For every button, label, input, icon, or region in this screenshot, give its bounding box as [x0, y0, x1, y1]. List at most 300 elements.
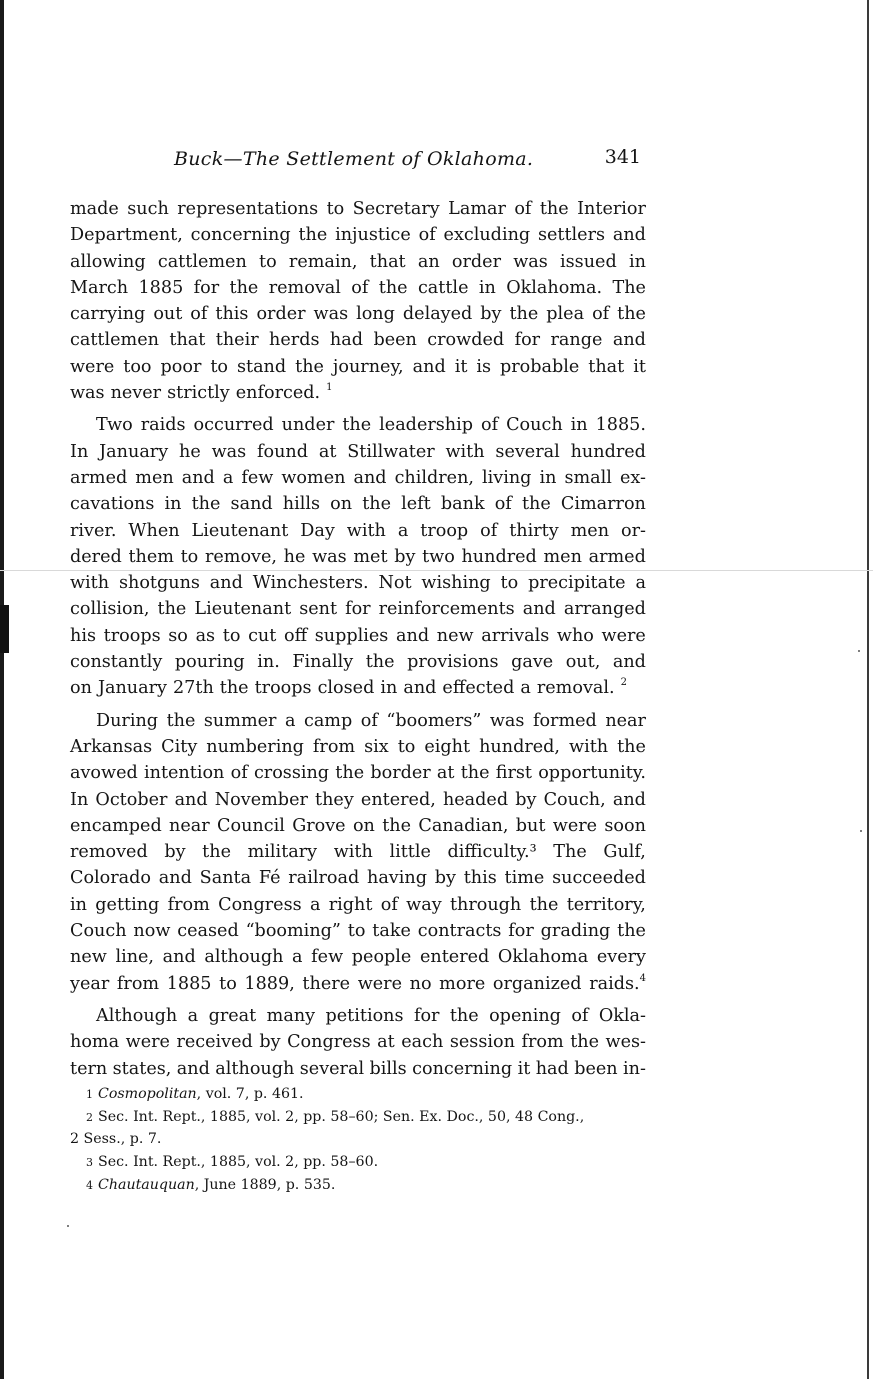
word: in. — [257, 652, 280, 673]
word: is — [476, 356, 492, 377]
word: more — [439, 973, 486, 994]
word: there — [302, 973, 351, 994]
word: concerning — [412, 1058, 513, 1079]
footnote-number: 3 — [86, 1156, 93, 1170]
word: of — [380, 894, 398, 915]
word: and — [396, 625, 430, 646]
text-line — [70, 623, 646, 649]
word: journey, — [332, 356, 404, 377]
word-with-footnote — [236, 380, 333, 406]
word: Council — [217, 815, 285, 836]
word: hundred, — [479, 736, 561, 757]
word: the — [202, 842, 231, 863]
word: The — [612, 277, 646, 298]
word: them — [128, 546, 174, 567]
word: shotguns — [118, 573, 200, 594]
word: the — [219, 678, 249, 699]
word: eight — [424, 736, 471, 757]
word: stand — [236, 356, 287, 377]
word: line, — [115, 947, 155, 968]
word: Secretary — [352, 199, 440, 219]
word: gave — [511, 652, 554, 673]
word: hills — [282, 494, 321, 515]
word: Couch — [70, 921, 127, 942]
word: for — [413, 1005, 440, 1026]
word: arranged — [563, 599, 646, 620]
word: people — [351, 947, 412, 968]
word: several — [299, 1058, 365, 1079]
word: Oklahoma — [497, 947, 589, 968]
word: to — [500, 573, 519, 594]
word: allowing — [70, 251, 146, 272]
word: the — [166, 710, 196, 731]
left-binding-mark — [0, 605, 9, 653]
word: poor — [160, 356, 202, 377]
word: the — [617, 921, 646, 942]
word: in — [164, 494, 182, 515]
word: herds — [269, 330, 320, 351]
word: from — [167, 894, 210, 915]
word: cut — [248, 625, 277, 646]
word: to — [219, 973, 237, 994]
word: at — [377, 1032, 395, 1053]
word: session — [449, 1032, 515, 1053]
word: with — [333, 842, 373, 863]
word: it — [454, 356, 468, 377]
word: the — [529, 894, 559, 915]
word: leadership — [379, 415, 474, 436]
word: of — [190, 304, 208, 325]
speck — [67, 1225, 69, 1227]
word: the — [449, 1005, 479, 1026]
word: was — [489, 710, 525, 731]
word: under — [281, 415, 335, 436]
word: now — [133, 921, 171, 942]
word: summer — [203, 710, 277, 731]
word: year — [70, 973, 110, 994]
text-line — [70, 813, 646, 839]
word: troops — [103, 625, 161, 646]
word: Stillwater — [347, 441, 435, 462]
word: of — [351, 277, 369, 298]
word: a — [284, 710, 296, 731]
word: Couch, — [543, 789, 606, 810]
word: in — [380, 678, 398, 699]
word: way — [406, 894, 442, 915]
word: with — [346, 520, 386, 541]
footnote-text: Sec. Int. Rept., 1885, vol. 2, pp. 58–60. — [98, 1154, 379, 1171]
word: In — [70, 789, 89, 810]
word: the — [362, 494, 392, 515]
word: the — [509, 304, 539, 325]
word: was — [70, 383, 105, 404]
footnote-marker: 1 — [326, 382, 333, 394]
word: on — [70, 678, 92, 699]
word: and — [403, 678, 437, 699]
word: a — [222, 467, 234, 488]
word-with-footnote — [589, 971, 646, 997]
word: men — [135, 467, 174, 488]
word: hundred — [570, 441, 646, 462]
word: remain, — [288, 251, 358, 272]
word: he — [178, 441, 201, 462]
word: Day — [300, 520, 335, 541]
word: received — [176, 1032, 253, 1053]
word: Lamar — [448, 199, 506, 219]
word: cavations — [70, 494, 155, 515]
word: by — [480, 304, 502, 325]
word: to — [397, 736, 416, 757]
footnote-continuation: 2 Sess., p. 7. — [70, 1131, 162, 1148]
footnote-number: 1 — [86, 1088, 93, 1101]
word: cattlemen — [70, 330, 159, 351]
word: Canadian, — [418, 815, 509, 836]
word: crowded — [427, 330, 505, 351]
word: the — [191, 494, 221, 515]
word: order — [256, 304, 306, 325]
page-header — [70, 146, 645, 176]
word: Two — [96, 415, 133, 436]
word: the — [382, 815, 412, 836]
word: by — [259, 1032, 281, 1053]
word: was — [312, 546, 347, 567]
word: pouring — [174, 652, 245, 673]
word: 27th — [172, 678, 214, 699]
word: ceased — [177, 921, 239, 942]
word: of — [514, 199, 532, 219]
word: Congress — [287, 1032, 371, 1053]
word: excluding — [443, 225, 531, 246]
word: but — [515, 815, 546, 836]
word: to — [222, 625, 241, 646]
word: and — [158, 868, 192, 889]
text-line — [70, 301, 646, 327]
footnote-source: Cosmopolitan — [98, 1086, 197, 1102]
footnote-text: , vol. 7, p. 461. — [196, 1086, 304, 1102]
word: been — [574, 1058, 618, 1079]
word: raids — [140, 415, 186, 436]
word: at — [436, 763, 455, 784]
word: 1885. — [595, 415, 646, 436]
word: by — [434, 868, 456, 889]
word: new — [436, 625, 474, 646]
text-line — [70, 465, 646, 491]
word: that — [169, 330, 206, 351]
word: of — [360, 710, 378, 731]
word: few — [311, 947, 344, 968]
word: and — [412, 356, 446, 377]
word: arrivals — [481, 625, 550, 646]
word: order — [451, 251, 501, 272]
word: wishing — [421, 573, 491, 594]
word: of — [480, 520, 498, 541]
footnote-marker: 2 — [620, 677, 627, 689]
word: were — [70, 356, 115, 377]
word: near — [169, 815, 210, 836]
word: the — [298, 225, 328, 246]
text-line — [70, 439, 646, 465]
footnote-number: 2 — [86, 1110, 93, 1124]
word: with — [70, 573, 110, 594]
word: succeeded — [552, 868, 646, 889]
word: effected — [442, 678, 515, 699]
word: had — [329, 330, 364, 351]
word: Grove — [292, 815, 346, 836]
word: made — [70, 199, 119, 219]
word: and — [174, 789, 208, 810]
text-line — [70, 275, 646, 301]
word: the — [570, 1032, 600, 1053]
text-line — [70, 918, 646, 944]
word: constantly — [70, 652, 163, 673]
text-line — [70, 892, 646, 918]
word: 1885 — [166, 973, 212, 994]
text-line — [70, 327, 646, 353]
word: men — [543, 546, 582, 567]
word: Congress — [218, 894, 302, 915]
word: they — [315, 789, 354, 810]
word: the — [365, 652, 395, 673]
text-line — [70, 380, 646, 406]
word: little — [389, 842, 431, 863]
word: the — [617, 736, 646, 757]
text-line — [70, 649, 646, 675]
word: Lieutenant — [194, 599, 292, 620]
footnote-content — [86, 1177, 335, 1193]
word: first — [495, 763, 532, 784]
word: Okla- — [598, 1005, 646, 1026]
footnote-text: Sec. Int. Rept., 1885, vol. 2, pp. 58–60; Sen. Ex. Doc., 50, 48 Cong., — [98, 1108, 585, 1125]
word: to — [259, 251, 277, 272]
word: a — [397, 520, 409, 541]
word: contracts — [417, 921, 502, 942]
word: at — [318, 441, 337, 462]
word: Cimarron — [560, 494, 646, 515]
word: removal — [268, 277, 341, 298]
word: men — [570, 520, 610, 541]
text-line — [70, 544, 646, 570]
running-title: Buck—The Settlement of Oklahoma. — [174, 148, 534, 170]
word: Finally — [292, 652, 354, 673]
word: Lieutenant — [191, 520, 289, 541]
word: armed — [588, 546, 646, 567]
speck — [858, 650, 860, 652]
word: through — [449, 894, 522, 915]
word: plea — [546, 304, 585, 325]
word: The — [553, 842, 587, 863]
text-line — [70, 944, 646, 970]
word: although — [204, 947, 284, 968]
word: every — [596, 947, 646, 968]
word: opening — [489, 1005, 561, 1026]
text-line — [70, 675, 646, 701]
word: representations — [177, 199, 319, 219]
word: provisions — [407, 652, 499, 673]
word: in — [570, 415, 588, 436]
footnotes — [70, 1083, 650, 1196]
word: a — [635, 573, 646, 594]
word: with — [569, 736, 609, 757]
word: issued — [560, 251, 617, 272]
word: enforced. — [235, 383, 321, 404]
word: the — [295, 356, 324, 377]
word: railroad — [288, 868, 360, 889]
word: were — [125, 1032, 170, 1053]
word: removed — [70, 842, 148, 863]
footnote-number: 4 — [86, 1178, 93, 1192]
word: a — [187, 1005, 199, 1026]
word: bills — [369, 1058, 407, 1079]
word: had — [535, 1058, 569, 1079]
word: having — [366, 868, 427, 889]
word: an — [417, 251, 440, 272]
word: territory, — [566, 894, 646, 915]
word: to — [326, 199, 345, 219]
word: new — [70, 947, 107, 968]
word: Department, — [70, 225, 183, 246]
word: each — [401, 1032, 444, 1053]
word: Fé — [258, 868, 281, 889]
text-line — [70, 518, 646, 544]
word: the — [539, 199, 569, 219]
word: When — [128, 520, 180, 541]
word: out — [153, 304, 183, 325]
page-number: 341 — [604, 146, 641, 168]
word: living — [482, 467, 532, 488]
word: of — [481, 415, 499, 436]
word: by — [164, 842, 186, 863]
word: military — [247, 842, 318, 863]
word: injustice — [335, 225, 411, 246]
word: on — [352, 815, 375, 836]
word: entered, — [360, 789, 436, 810]
word: to — [180, 546, 199, 567]
word: the — [378, 277, 408, 298]
word: getting — [95, 894, 160, 915]
word: this — [215, 304, 249, 325]
word: entered — [419, 947, 490, 968]
word: settlers — [537, 225, 606, 246]
word: tern — [70, 1058, 108, 1079]
footnote-text: , June 1889, p. 535. — [194, 1176, 336, 1193]
word: headed — [442, 789, 509, 810]
word: and — [612, 652, 646, 673]
word: bank — [440, 494, 485, 515]
word: border — [370, 763, 431, 784]
word: to — [347, 921, 366, 942]
word: two — [422, 546, 455, 567]
word: probable — [499, 356, 580, 377]
word: he — [283, 546, 306, 567]
word: January — [97, 678, 167, 699]
word: and — [612, 330, 646, 351]
word: with — [445, 441, 485, 462]
word: armed — [70, 467, 128, 488]
word: strictly — [167, 383, 230, 404]
word: cattlemen — [157, 251, 247, 272]
footnote — [70, 1174, 650, 1197]
word: and — [612, 789, 646, 810]
word: of — [230, 763, 248, 784]
word: few — [241, 467, 274, 488]
word: and — [162, 947, 196, 968]
word: sent — [299, 599, 338, 620]
word: ex- — [619, 467, 646, 488]
word: states, — [112, 1058, 172, 1079]
word: left — [401, 494, 431, 515]
word: In — [70, 441, 89, 462]
word: and — [612, 225, 646, 246]
word: the — [342, 415, 372, 436]
word: crossing — [253, 763, 330, 784]
word: for — [508, 921, 534, 942]
word: Not — [378, 573, 412, 594]
word: the — [157, 599, 187, 620]
text-line — [70, 971, 646, 997]
word: in — [70, 894, 87, 915]
word: Winchesters. — [252, 573, 369, 594]
text-line — [70, 1056, 646, 1082]
word: in — [628, 251, 646, 272]
text-line — [70, 222, 646, 248]
word: petitions — [325, 1005, 404, 1026]
word: in — [478, 277, 496, 298]
word: for — [345, 599, 371, 620]
word: no — [409, 973, 432, 994]
text-line — [70, 839, 646, 865]
word: although — [215, 1058, 295, 1079]
footnote-marker: 4 — [639, 972, 646, 984]
text-line — [70, 708, 646, 734]
word: children, — [394, 467, 475, 488]
word: found — [256, 441, 308, 462]
text-line — [70, 196, 646, 222]
word: of — [592, 304, 610, 325]
left-page-edge — [0, 0, 4, 1379]
word: precipitate — [528, 573, 626, 594]
footnote — [70, 1083, 650, 1106]
right-page-edge — [867, 0, 869, 1379]
word: a — [309, 894, 321, 915]
word: were — [357, 973, 402, 994]
word: Arkansas — [70, 736, 153, 757]
word: in- — [623, 1058, 646, 1079]
word: closed — [317, 678, 375, 699]
word: in — [539, 467, 557, 488]
word: difficulty.³ — [447, 842, 537, 863]
word: great — [208, 1005, 257, 1026]
word: never — [110, 383, 162, 404]
text-line — [70, 596, 646, 622]
word: supplies — [314, 625, 389, 646]
word: river. — [70, 520, 117, 541]
text-line — [70, 570, 646, 596]
word: During — [96, 710, 159, 731]
word: City — [161, 736, 198, 757]
word: right — [328, 894, 373, 915]
word: from — [521, 1032, 564, 1053]
text-line — [70, 491, 646, 517]
word: near — [605, 710, 646, 731]
word: “boomers” — [386, 710, 482, 731]
word: it — [517, 1058, 531, 1079]
word: for — [193, 277, 220, 298]
word: 1889, — [244, 973, 295, 994]
word: occurred — [193, 415, 274, 436]
word: concerning — [190, 225, 291, 246]
word: it — [633, 356, 646, 377]
word: “booming” — [245, 921, 341, 942]
